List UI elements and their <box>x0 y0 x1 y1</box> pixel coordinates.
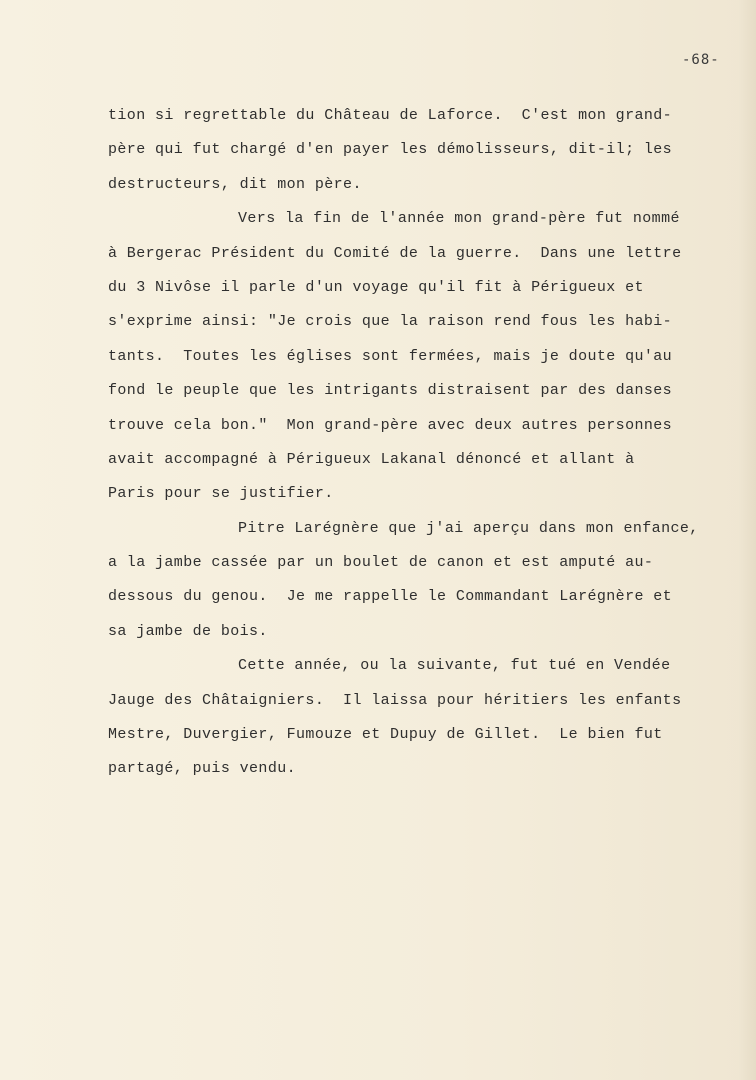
text-line: fond le peuple que les intrigants distraisent par des danses <box>108 382 673 400</box>
text-line: s'exprime ainsi: "Je crois que la raison rend fous les habi- <box>108 313 673 331</box>
page-number: -68- <box>682 52 720 68</box>
text-line-paragraph-start: Cette année, ou la suivante, fut tué en Vendée <box>238 657 671 675</box>
paper-edge-shadow <box>738 0 756 1080</box>
text-line-paragraph-start: Vers la fin de l'année mon grand-père fut nommé <box>238 210 680 228</box>
text-line: du 3 Nivôse il parle d'un voyage qu'il fit à Périgueux et <box>108 278 644 296</box>
text-line: destructeurs, dit mon père. <box>108 175 362 193</box>
text-line: tion si regrettable du Château de Laforce. C'est mon grand- <box>108 107 673 124</box>
text-line: trouve cela bon." Mon grand-père avec deux autres personnes <box>108 416 673 434</box>
text-line: Mestre, Duvergier, Fumouze et Dupuy de Gillet. Le bien fut <box>108 726 663 744</box>
text-line: Paris pour se justifier. <box>108 485 334 503</box>
text-line-paragraph-start: Pitre Larégnère que j'ai aperçu dans mon enfance, <box>238 519 699 537</box>
text-line: Jauge des Châtaigniers. Il laissa pour héritiers les enfants <box>108 691 682 709</box>
text-line: dessous du genou. Je me rappelle le Commandant Larégnère et <box>108 588 673 606</box>
text-line: à Bergerac Président du Comité de la guerre. Dans une lettre <box>108 244 682 262</box>
text-line: tants. Toutes les églises sont fermées, mais je doute qu'au <box>108 347 673 365</box>
text-line: a la jambe cassée par un boulet de canon et est amputé au- <box>108 554 654 572</box>
text-line: père qui fut chargé d'en payer les démolisseurs, dit-il; les <box>108 141 673 159</box>
typewritten-text-block <box>108 102 728 790</box>
text-line: sa jambe de bois. <box>108 622 268 640</box>
text-line: avait accompagné à Périgueux Lakanal dénoncé et allant à <box>108 450 635 468</box>
text-line: partagé, puis vendu. <box>108 760 297 778</box>
